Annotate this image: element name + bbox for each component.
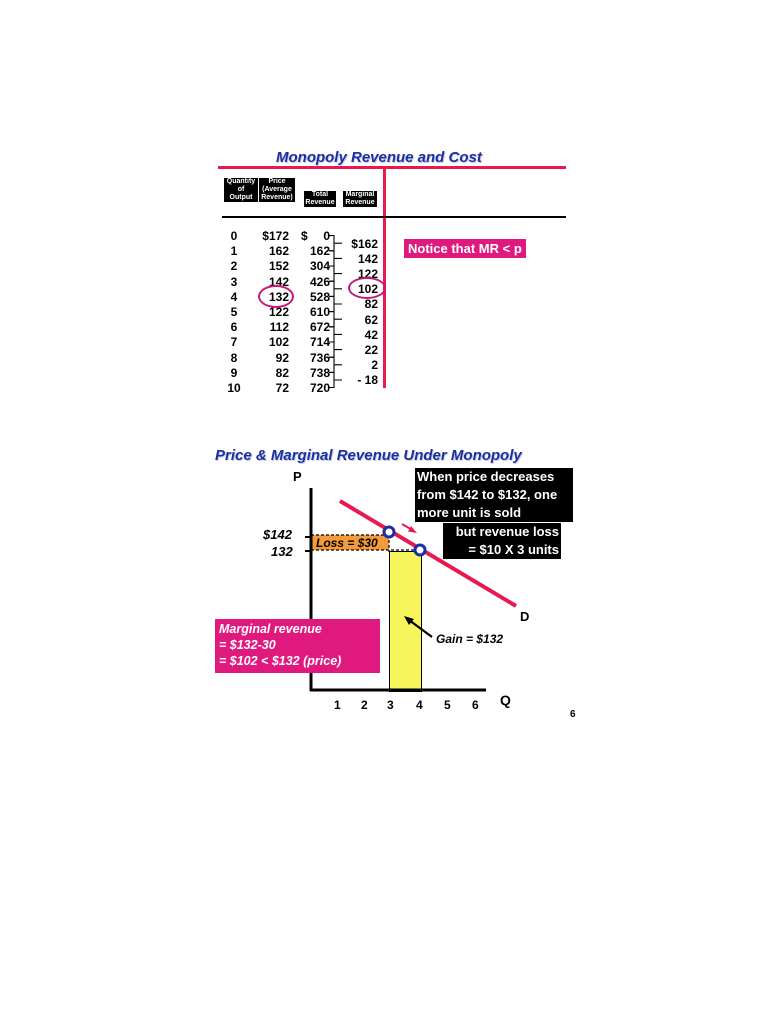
table-cell: 82 xyxy=(364,297,378,312)
table-cell: 102 xyxy=(268,335,289,350)
table-cell: 42 xyxy=(364,327,378,342)
header-total: Total Revenue xyxy=(305,191,335,206)
table-cell: 22 xyxy=(364,342,378,357)
table-cell: 0 xyxy=(323,229,330,243)
total-dollar-sign: $ xyxy=(301,229,308,243)
demand-label: D xyxy=(520,609,530,624)
table-cell: 2 xyxy=(371,358,378,373)
x-tick-label: 1 xyxy=(334,698,341,712)
loss-label: Loss = $30 xyxy=(316,536,378,550)
table-title: Monopoly Revenue and Cost xyxy=(276,149,482,166)
table-cell: 714 xyxy=(309,335,330,350)
table-cell: 142 xyxy=(268,274,289,289)
table-cell: 62 xyxy=(364,312,378,327)
table-cell: 672 xyxy=(309,320,330,335)
callout-price-decrease: When price decreases from $142 to $132, one more unit is sold xyxy=(415,468,573,522)
table-cell: 72 xyxy=(275,380,289,395)
table-cell: 2 xyxy=(230,259,238,274)
marginal-column xyxy=(340,237,378,389)
point-marker-142 xyxy=(384,527,394,537)
table-cell: - 18 xyxy=(357,373,378,388)
table-cell: 304 xyxy=(309,259,330,274)
gain-label: Gain = $132 xyxy=(436,632,504,646)
table-cell: 142 xyxy=(357,251,378,266)
table-cell: 738 xyxy=(309,365,330,380)
header-rule xyxy=(222,216,566,218)
note-mr-less-than-price: Notice that MR < p xyxy=(404,239,526,258)
x-tick-label: 6 xyxy=(472,698,479,712)
axis-label-p: P xyxy=(293,469,302,484)
table-cell: $172 xyxy=(262,229,289,243)
marginal-revenue-box: Marginal revenue = $132-30 = $102 < $132 (price) xyxy=(215,619,380,673)
x-tick-label: 3 xyxy=(387,698,394,712)
table-cell: 736 xyxy=(309,350,330,365)
x-tick-label: 2 xyxy=(361,698,368,712)
quantity-column xyxy=(222,229,246,396)
table-cell: 720 xyxy=(309,380,330,395)
price-label-132: 132 xyxy=(271,544,293,559)
x-tick-label: 5 xyxy=(444,698,451,712)
table-cell: 426 xyxy=(309,274,330,289)
axis-label-q: Q xyxy=(500,692,511,708)
table-cell: 9 xyxy=(230,365,238,380)
total-column xyxy=(300,229,330,396)
header-price: Price (Average Revenue) xyxy=(259,178,295,202)
gain-arrow xyxy=(409,620,432,637)
highlight-price-ellipse xyxy=(258,285,294,308)
table-cell: 0 xyxy=(230,229,238,243)
price-label-142: $142 xyxy=(263,527,292,542)
table-cell: 8 xyxy=(230,350,238,365)
page-number: 6 xyxy=(570,709,576,720)
table-cell: 6 xyxy=(230,320,238,335)
table-cell: 102 xyxy=(357,282,378,297)
title-rule xyxy=(218,166,566,169)
price-column xyxy=(254,229,289,396)
table-cell: 152 xyxy=(268,259,289,274)
table-cell: $162 xyxy=(351,236,378,251)
table-cell: 10 xyxy=(227,380,241,395)
header-marginal: Marginal Revenue xyxy=(343,191,377,207)
table-cell: 3 xyxy=(230,274,238,289)
table-cell: 528 xyxy=(309,289,330,304)
header-quantity: Quantity of Output xyxy=(224,178,258,202)
x-tick-label: 4 xyxy=(416,698,423,712)
table-cell: 112 xyxy=(269,320,289,335)
table-cell: 610 xyxy=(309,304,330,319)
table-cell: 92 xyxy=(275,350,289,365)
table-cell: 132 xyxy=(268,289,289,304)
table-cell: 122 xyxy=(357,266,378,281)
table-cell: 162 xyxy=(268,244,289,259)
point-marker-132 xyxy=(415,545,425,555)
diagram-title: Price & Marginal Revenue Under Monopoly xyxy=(215,447,522,464)
highlight-mr-ellipse xyxy=(348,277,386,299)
table-cell: 7 xyxy=(230,335,238,350)
callout-revenue-loss: but revenue loss = $10 X 3 units xyxy=(443,523,561,559)
table-cell: 82 xyxy=(275,365,289,380)
table-cell: 1 xyxy=(230,244,238,259)
table-cell: 5 xyxy=(230,304,238,319)
table-cell: 122 xyxy=(268,304,289,319)
table-cell: 4 xyxy=(230,289,238,304)
vertical-divider xyxy=(383,166,386,388)
table-cell: 162 xyxy=(309,244,330,259)
